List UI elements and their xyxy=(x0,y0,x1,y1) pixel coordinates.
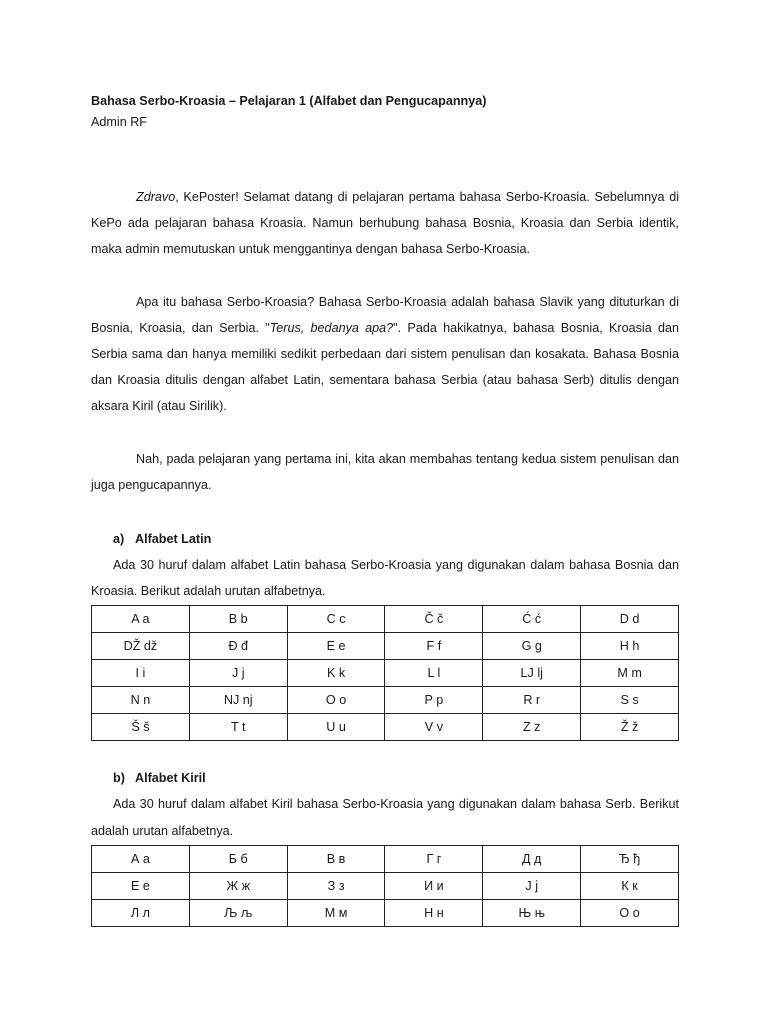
paragraph-greeting xyxy=(91,184,679,263)
latin-alphabet-body xyxy=(92,606,679,741)
latin-letter-cell: NJ nj xyxy=(189,687,287,714)
latin-letter-cell: V v xyxy=(385,714,483,741)
cyrillic-letter-cell: Ј ј xyxy=(483,872,581,899)
latin-letter-cell: U u xyxy=(287,714,385,741)
latin-letter-cell: Č č xyxy=(385,606,483,633)
latin-letter-cell: C c xyxy=(287,606,385,633)
latin-row xyxy=(92,606,679,633)
cyrillic-letter-cell: Љ љ xyxy=(189,899,287,926)
document-author: Admin RF xyxy=(91,115,147,129)
cyrillic-letter-cell: М м xyxy=(287,899,385,926)
document-page xyxy=(91,91,679,927)
section-a-intro: Ada 30 huruf dalam alfabet Latin bahasa Serbo-Kroasia yang digunakan dalam bahasa Bosnia dan Kroasia. Berikut adalah urutan alfabetnya. xyxy=(91,558,679,599)
cyrillic-alphabet-body xyxy=(92,845,679,926)
latin-letter-cell: K k xyxy=(287,660,385,687)
cyrillic-letter-cell: О о xyxy=(581,899,679,926)
latin-row xyxy=(92,714,679,741)
section-a-title: Alfabet Latin xyxy=(135,532,212,547)
latin-letter-cell: Š š xyxy=(92,714,190,741)
greeting-text: , KePoster! Selamat datang di pelajaran pertama bahasa Serbo-Kroasia. Sebelumnya di KePo ada pelajaran bahasa Kroasia. Namun berhubung bahasa Bosnia, Kroasia dan Serbia identik, maka admin memutuskan untuk menggantinya dengan bahasa Serbo-Kroasia. xyxy=(91,190,679,257)
cyrillic-letter-cell: Д д xyxy=(483,845,581,872)
cyrillic-letter-cell: Ж ж xyxy=(189,872,287,899)
section-a-heading xyxy=(91,526,679,552)
section-b-intro: Ada 30 huruf dalam alfabet Kiril bahasa Serbo-Kroasia yang digunakan dalam bahasa Serb. Berikut adalah urutan alfabetnya. xyxy=(91,797,679,838)
latin-letter-cell: Ć ć xyxy=(483,606,581,633)
what-is-text-a: Apa itu bahasa Serbo-Kroasia? Bahasa Serbo-Kroasia adalah bahasa Slavik yang dituturkan di Bosnia, Kroasia, dan Serbia. " xyxy=(91,294,679,335)
cyrillic-row xyxy=(92,899,679,926)
latin-letter-cell: Đ đ xyxy=(189,633,287,660)
cyrillic-letter-cell: К к xyxy=(581,872,679,899)
latin-letter-cell: N n xyxy=(92,687,190,714)
cyrillic-letter-cell: Г г xyxy=(385,845,483,872)
latin-letter-cell: R r xyxy=(483,687,581,714)
cyrillic-letter-cell: А а xyxy=(92,845,190,872)
section-a-marker: a) xyxy=(113,532,125,547)
latin-letter-cell: D d xyxy=(581,606,679,633)
latin-alphabet-table xyxy=(91,605,679,741)
latin-letter-cell: I i xyxy=(92,660,190,687)
latin-row xyxy=(92,687,679,714)
section-b-heading xyxy=(91,765,679,791)
latin-letter-cell: DŽ dž xyxy=(92,633,190,660)
cyrillic-letter-cell: Л л xyxy=(92,899,190,926)
latin-letter-cell: E e xyxy=(287,633,385,660)
cyrillic-letter-cell: Њ њ xyxy=(483,899,581,926)
latin-letter-cell: L l xyxy=(385,660,483,687)
latin-letter-cell: M m xyxy=(581,660,679,687)
latin-letter-cell: T t xyxy=(189,714,287,741)
latin-letter-cell: G g xyxy=(483,633,581,660)
latin-letter-cell: S s xyxy=(581,687,679,714)
cyrillic-letter-cell: Н н xyxy=(385,899,483,926)
cyrillic-letter-cell: В в xyxy=(287,845,385,872)
latin-letter-cell: H h xyxy=(581,633,679,660)
cyrillic-letter-cell: Е е xyxy=(92,872,190,899)
latin-letter-cell: A a xyxy=(92,606,190,633)
latin-letter-cell: F f xyxy=(385,633,483,660)
section-b-title: Alfabet Kiril xyxy=(135,771,206,786)
section-b-marker: b) xyxy=(113,771,125,786)
cyrillic-alphabet-table xyxy=(91,845,679,927)
cyrillic-letter-cell: Б б xyxy=(189,845,287,872)
latin-letter-cell: B b xyxy=(189,606,287,633)
what-is-quote: Terus, bedanya apa? xyxy=(269,320,394,335)
latin-row xyxy=(92,660,679,687)
cyrillic-letter-cell: И и xyxy=(385,872,483,899)
cyrillic-row xyxy=(92,845,679,872)
latin-letter-cell: O o xyxy=(287,687,385,714)
latin-letter-cell: Ž ž xyxy=(581,714,679,741)
cyrillic-letter-cell: З з xyxy=(287,872,385,899)
cyrillic-row xyxy=(92,872,679,899)
paragraph-lesson-intro: Nah, pada pelajaran yang pertama ini, kita akan membahas tentang kedua sistem penulisan dan juga pengucapannya. xyxy=(91,451,679,492)
latin-letter-cell: LJ lj xyxy=(483,660,581,687)
paragraph-what-is xyxy=(91,289,679,420)
what-is-text-b: ". Pada hakikatnya, bahasa Bosnia, Kroasia dan Serbia sama dan hanya memiliki sedikit perbedaan dari sistem penulisan dan kosakata. Bahasa Bosnia dan Kroasia ditulis dengan alfabet Latin, sementara bahasa Serbia (atau bahasa Serb) ditulis dengan aksara Kiril (atau Sirilik). xyxy=(91,320,679,414)
latin-letter-cell: P p xyxy=(385,687,483,714)
greeting-word: Zdravo xyxy=(136,190,176,204)
latin-letter-cell: Z z xyxy=(483,714,581,741)
document-title: Bahasa Serbo-Kroasia – Pelajaran 1 (Alfabet dan Pengucapannya) xyxy=(91,94,487,108)
latin-letter-cell: J j xyxy=(189,660,287,687)
latin-row xyxy=(92,633,679,660)
cyrillic-letter-cell: Ђ ђ xyxy=(581,845,679,872)
